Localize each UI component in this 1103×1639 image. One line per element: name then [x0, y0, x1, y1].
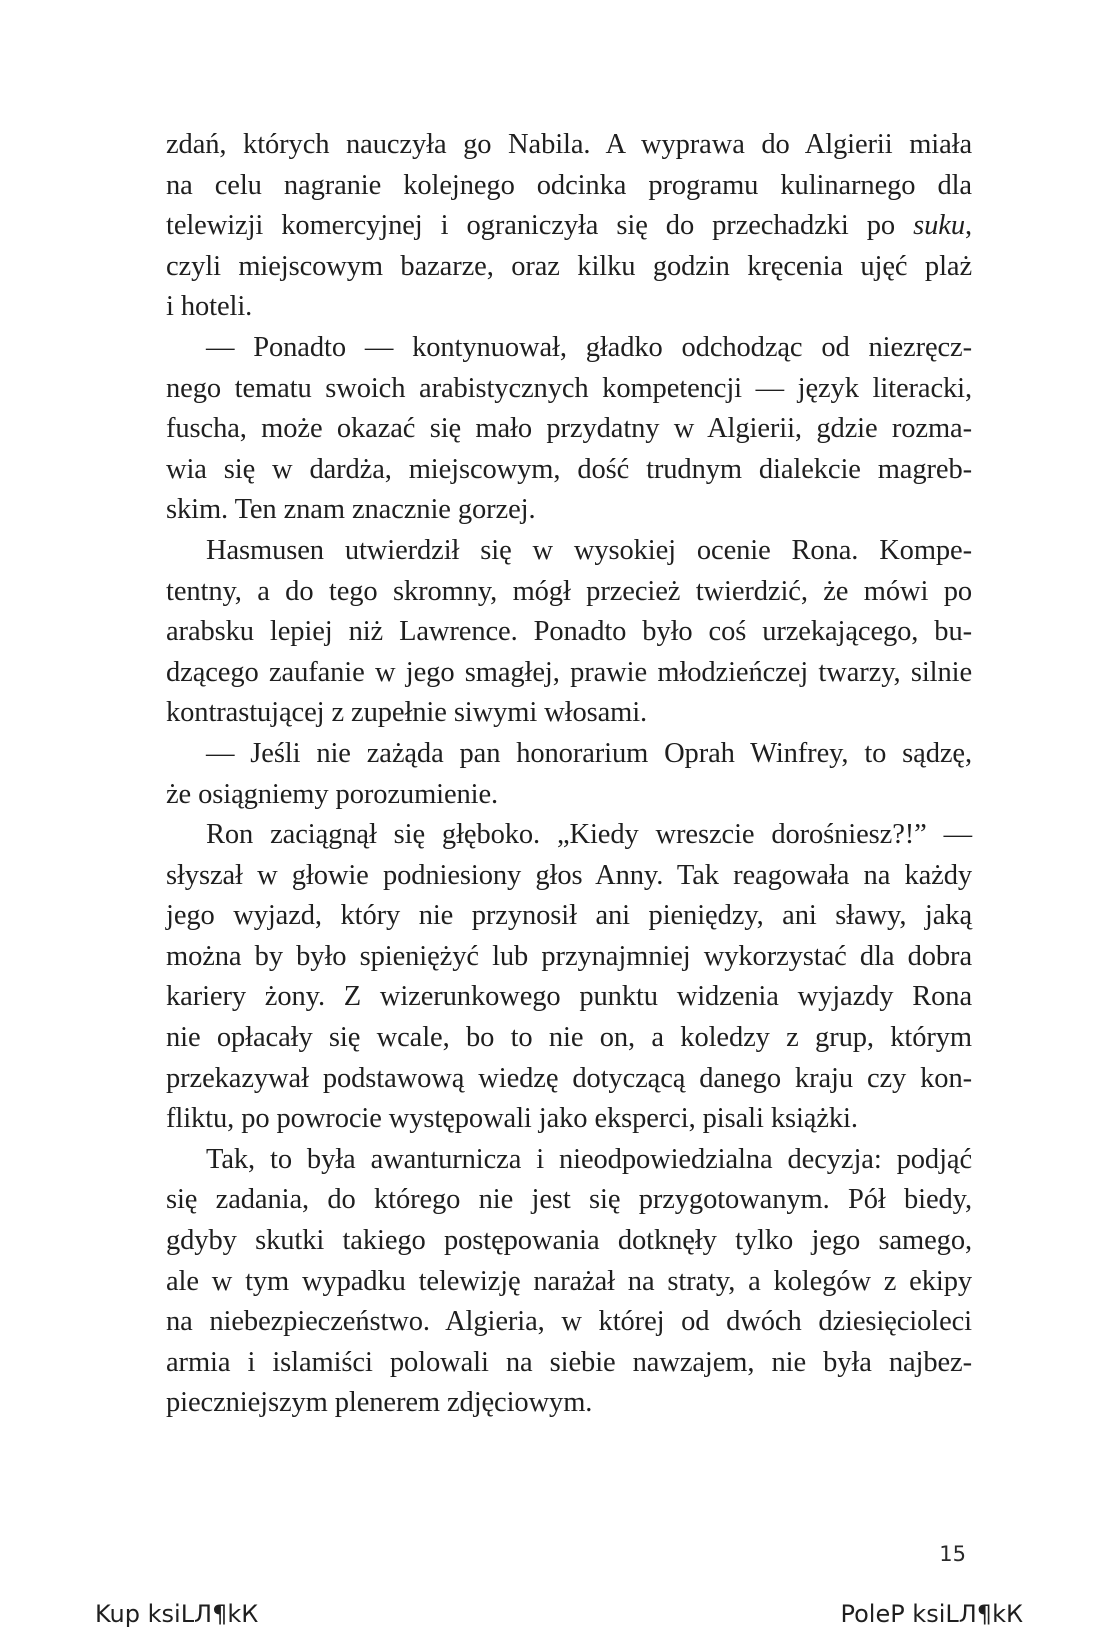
text-line: Ron zaciągnął się głęboko. „Kiedy wreszcie dorośniesz?!” — — [206, 819, 972, 851]
paragraph-4 — [166, 734, 972, 815]
recommend-book-link[interactable]: PoleР ksiLЛ¶kК — [840, 1600, 1023, 1628]
text-line: — Ponadto — kontynuował, gładko odchodząc od niezręcz- — [206, 331, 972, 363]
text-line: i hoteli. — [166, 291, 253, 323]
text-line: czyli miejscowym bazarze, oraz kilku godzin kręcenia ujęć plaż — [166, 250, 972, 282]
paragraph-3 — [166, 531, 972, 734]
text-line: nie opłacały się wcale, bo to nie on, a koledzy z grup, którym — [166, 1022, 972, 1054]
buy-book-link[interactable]: Kup ksiLЛ¶kК — [95, 1600, 259, 1628]
paragraph-6 — [166, 1140, 972, 1424]
text-line: — Jeśli nie zażąda pan honorarium Oprah Winfrey, to sądzę, — [206, 737, 972, 769]
text-line: arabsku lepiej niż Lawrence. Ponadto było coś urzekającego, bu- — [166, 616, 972, 648]
text-line: tentny, a do tego skromny, mógł przecież twierdzić, że mówi po — [166, 575, 972, 607]
text-line: zdań, których nauczyła go Nabila. A wyprawa do Algierii miała — [166, 129, 972, 160]
paragraph-1 — [166, 125, 972, 328]
text-line: można by było spieniężyć lub przynajmniej wykorzystać dla dobra — [166, 940, 972, 972]
page-number: 15 — [939, 1542, 966, 1566]
text-line: kariery żony. Z wizerunkowego punktu widzenia wyjazdy Rona — [166, 981, 972, 1013]
paragraph-2 — [166, 328, 972, 531]
text-line: skim. Ten znam znacznie gorzej. — [166, 494, 536, 526]
text-line: kontrastującej z zupełnie siwymi włosami. — [166, 697, 648, 729]
page-body — [166, 125, 972, 1424]
text-line: dzącego zaufanie w jego smagłej, prawie młodzieńczej twarzy, silnie — [166, 656, 972, 688]
text-line: ale w tym wypadku telewizję narażał na straty, a kolegów z ekipy — [166, 1265, 972, 1297]
italic-word: suku — [913, 210, 965, 242]
text-line: fliktu, po powrocie występowali jako eksperci, pisali książki. — [166, 1103, 858, 1135]
text-line — [166, 206, 972, 247]
text-line: jego wyjazd, który nie przynosił ani pieniędzy, ani sławy, jaką — [166, 900, 972, 932]
italic-suffix: , — [964, 210, 972, 242]
text-line: gdyby skutki takiego postępowania dotknęły tylko jego samego, — [166, 1225, 972, 1257]
text-line-part: telewizji komercyjnej i ograniczyła się do przechadzki po — [166, 210, 914, 242]
text-line: się zadania, do którego nie jest się przygotowanym. Pół biedy, — [166, 1184, 972, 1216]
text-line: na niebezpieczeństwo. Algieria, w której od dwóch dziesięcioleci — [166, 1306, 972, 1338]
paragraph-5 — [166, 815, 972, 1140]
text-line: wia się w dardża, miejscowym, dość trudnym dialekcie magreb- — [166, 453, 972, 485]
text-line: Hasmusen utwierdził się w wysokiej ocenie Rona. Kompe- — [206, 534, 972, 566]
text-line: na celu nagranie kolejnego odcinka programu kulinarnego dla — [166, 169, 972, 201]
text-line: nego tematu swoich arabistycznych kompetencji — język literacki, — [166, 372, 972, 404]
text-line: pieczniejszym plenerem zdjęciowym. — [166, 1387, 593, 1419]
text-line: Tak, to była awanturnicza i nieodpowiedzialna decyzja: podjąć — [206, 1143, 972, 1175]
text-line: armia i islamiści polowali na siebie nawzajem, nie była najbez- — [166, 1346, 972, 1378]
text-line: przekazywał podstawową wiedzę dotyczącą danego kraju czy kon- — [166, 1062, 972, 1094]
text-line: że osiągniemy porozumienie. — [166, 778, 499, 810]
text-line: słyszał w głowie podniesiony głos Anny. Tak reagowała na każdy — [166, 859, 972, 891]
text-line: fuscha, może okazać się mało przydatny w Algierii, gdzie rozma- — [166, 413, 972, 445]
